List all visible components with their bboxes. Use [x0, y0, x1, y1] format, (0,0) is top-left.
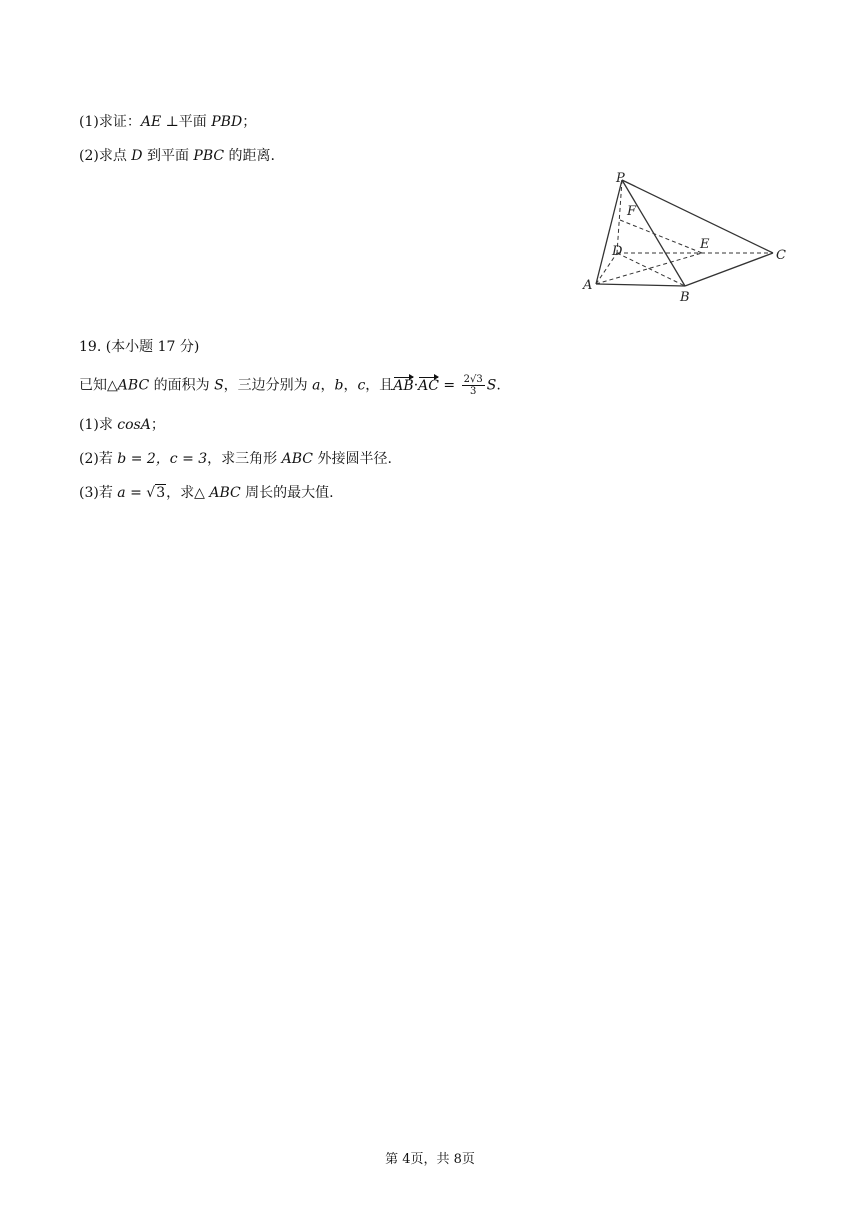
edge-bc [685, 253, 773, 286]
label-d: D [612, 244, 623, 259]
page-footer: 第 4页，共 8页 [385, 1152, 475, 1167]
label-b: B [680, 290, 690, 305]
edge-fe [620, 220, 702, 253]
q19-part1: (1)求 cosA； [79, 417, 165, 433]
label-e: E [700, 237, 710, 252]
label-p: P [616, 171, 625, 186]
q19-part3: (3)若 a = √3，求△ ABC 周长的最大值. [79, 485, 334, 501]
label-a: A [583, 278, 593, 293]
vector-ab: AB [393, 377, 414, 394]
q19-header: 19. (本小题 17 分) [79, 339, 200, 355]
q18-part1: (1)求证：AE ⊥平面 PBD； [79, 114, 257, 130]
fraction: $\frac{2√3}{3}$ [463, 374, 483, 397]
label-f: F [627, 204, 637, 219]
q19-part2: (2)若 b = 2，c = 3，求三角形 ABC 外接圆半径. [79, 451, 392, 467]
q19-given: 已知△ABC 的面积为 S，三边分别为 a，b，c，且AB·AC = $\frac{2√3}{3}$ S. [79, 374, 501, 397]
edge-pc [622, 180, 773, 253]
square-root: √3 [146, 485, 166, 501]
q18-part2: (2)求点 D 到平面 PBC 的距离. [79, 148, 276, 164]
pyramid-figure [580, 168, 795, 308]
label-c: C [776, 248, 786, 263]
edge-ab [596, 284, 685, 286]
vector-ac: AC [418, 377, 439, 394]
